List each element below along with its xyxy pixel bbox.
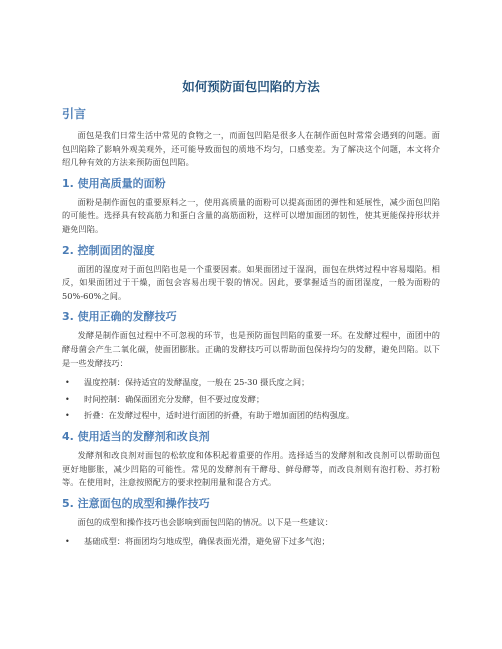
list-item [62,409,440,423]
document-title: 如何预防面包凹陷的方法 [182,79,320,94]
list-item [62,376,440,390]
fermentation-tips-list [62,376,440,423]
section-paragraph-4: 发酵剂和改良剂对面包的松软度和体积起着重要的作用。选择适当的发酵剂和改良剂可以帮助面包更好地膨胀，减少凹陷的可能性。常见的发酵剂有干酵母、鲜母酵等，而改良剂则有泡打粉、苏打粉等。在使用时，注意按照配方的要求控制用量和混合方式。 [62,449,440,488]
section-heading-3: 3. 使用正确的发酵技巧 [62,310,177,324]
section-heading-2: 2. 控制面团的湿度 [62,243,155,257]
section-paragraph-3: 发酵是制作面包过程中不可忽视的环节，也是预防面包凹陷的重要一环。在发酵过程中，面团中的酵母菌会产生二氧化碳，使面团膨胀。正确的发酵技巧可以帮助面包保持均匀的发酵，避免凹陷。以下是一些发酵技巧： [62,330,440,368]
document-page [62,78,440,555]
bullet-icon: • [65,394,70,404]
list-item [62,393,440,407]
section-heading-4: 4. 使用适当的发酵剂和改良剂 [62,429,210,443]
list-item-text: 时间控制：确保面团充分发酵，但不要过度发酵； [84,393,265,404]
bullet-icon: • [65,378,70,388]
section-heading-1: 1. 使用高质量的面粉 [62,176,166,190]
section-paragraph-2: 面团的湿度对于面包凹陷也是一个重要因素。如果面团过于湿润，面包在烘烤过程中容易塌陷。相反，如果面团过于干燥，面包会容易出现干裂的情况。因此，要掌握适当的面团湿度，一般为面粉的 50%-60%之间。 [62,263,440,301]
intro-paragraph: 面包是我们日常生活中常见的食物之一，而面包凹陷是很多人在制作面包时常常会遇到的问题。面包凹陷除了影响外观美观外，还可能导致面包的质地不均匀，口感变差。为了解决这个问题，本文将介绍几种有效的方法来预防面包凹陷。 [62,130,440,168]
section-paragraph-1: 面粉是制作面包的重要原料之一，使用高质量的面粉可以提高面团的弹性和延展性，减少面包凹陷的可能性。选择具有较高筋力和蛋白含量的高筋面粉，这样可以增加面团的韧性，使其更能保持形状并避免凹陷。 [62,196,440,234]
shaping-tips-list [62,535,440,549]
list-item-text: 温度控制：保持适宜的发酵温度，一般在 25-30 摄氏度之间； [84,377,310,388]
intro-heading: 引言 [62,107,87,121]
section-paragraph-5: 面包的成型和操作技巧也会影响到面包凹陷的情况。以下是一些建议： [77,516,333,527]
list-item [62,535,440,549]
bullet-icon: • [65,411,70,421]
section-heading-5: 5. 注意面包的成型和操作技巧 [62,496,210,510]
list-item-text: 基础成型：将面团均匀地成型，确保表面光滑，避免留下过多气泡； [84,536,330,547]
list-item-text: 折叠：在发酵过程中，适时进行面团的折叠，有助于增加面团的结构强度。 [84,410,355,421]
bullet-icon: • [65,537,70,547]
